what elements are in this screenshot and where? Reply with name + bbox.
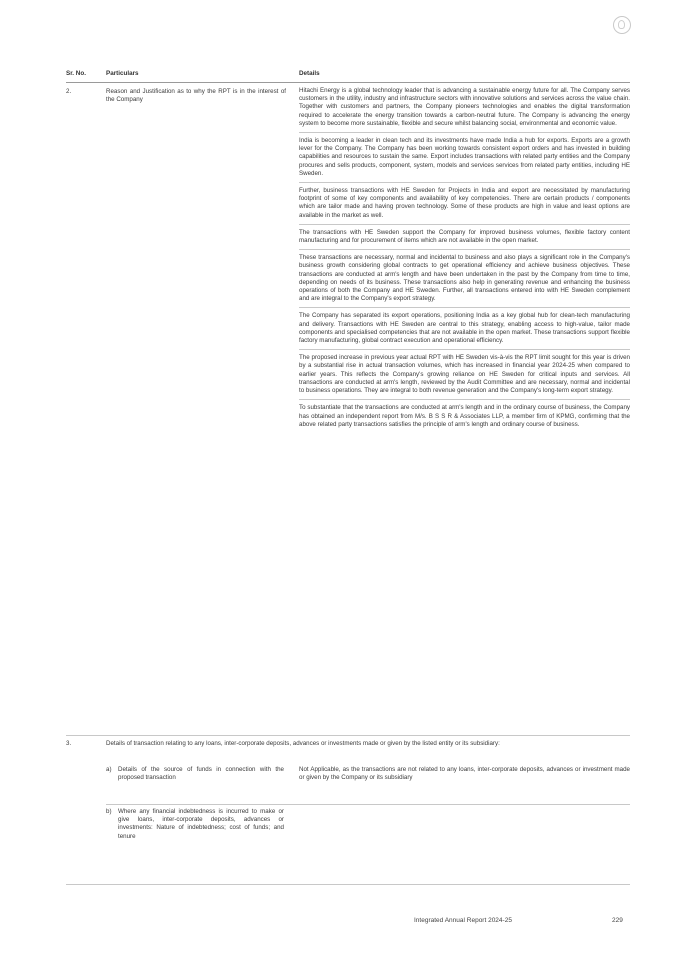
row-particulars: Reason and Justification as to why the RPT is in the interest of the Company bbox=[106, 88, 286, 104]
details-paragraph: Further, business transactions with HE Sweden for Projects in India and export are necessitated by manufacturing footprint of some of key components and availability of key competencies. There are certain products / components which are tailor made and having proven technology. Some of these products are high in value and least options are available in the market as well. bbox=[299, 186, 630, 225]
footer-title: Integrated Annual Report 2024-25 bbox=[414, 917, 512, 924]
row-details bbox=[299, 86, 630, 436]
row-divider bbox=[66, 735, 630, 736]
company-logo-icon bbox=[613, 16, 631, 34]
sub-item-text: Details of the source of funds in connection with the proposed transaction bbox=[118, 766, 284, 782]
header-particulars: Particulars bbox=[106, 70, 139, 77]
header-sr-no: Sr. No. bbox=[66, 70, 86, 77]
row-number: 3. bbox=[66, 740, 72, 747]
details-paragraph: Hitachi Energy is a global technology leader that is advancing a sustainable energy future for all. The Company serves customers in the utility, industry and infrastructure sectors with innovative solutions and services across the value chain. Together with customers and partners, the Company pioneers technologies and enables the digital transformation required to accelerate the energy transition towards a carbon-neutral future. The Company is advancing the energy system to become more sustainable, flexible and secure whilst balancing social, environmental and economic value. bbox=[299, 86, 630, 133]
sub-item-label: a) bbox=[106, 766, 112, 773]
details-paragraph: The Company has separated its export operations, positioning India as a key global hub for clean-tech manufacturing and delivery. Transactions with HE Sweden are central to this strategy, enabling access to high-value, tailor made components and specialised competencies that are not available in the open market. These transactions support flexible factory manufacturing, global contract execution and operational efficiency. bbox=[299, 311, 630, 350]
details-paragraph: These transactions are necessary, normal and incidental to business and also plays a significant role in the Company's business growth considering global contracts to get operational efficiency and achieve business objectives. These transactions are conducted at arm's length and have been undertaken in the past by the Company from time to time, depending on needs of its business. These transactions also help in generating revenue and enhancing the business operations of both the Company and HE Sweden. Further, all transactions entered into with HE Sweden complement and are integral to the Company's export strategy. bbox=[299, 253, 630, 308]
row-intro: Details of transaction relating to any loans, inter-corporate deposits, advances or investments made or given by the listed entity or its subsidiary: bbox=[106, 740, 500, 747]
sub-item-text: Where any financial indebtedness is incurred to make or give loans, inter-corporate deposits, advances or investments: Nature of indebtedness; cost of funds; and tenure bbox=[118, 808, 284, 840]
sub-item-answer: Not Applicable, as the transactions are not related to any loans, inter-corporate deposits, advances or investment made or given by the Company or its subsidiary bbox=[299, 766, 630, 782]
details-paragraph: To substantiate that the transactions are conducted at arm's length and in the ordinary course of business, the Company has obtained an independent report from M/s. B S S R & Associates LLP, a member firm of KPMG, confirming that the above related party transactions satisfies the principle of arm's length and ordinary course of business. bbox=[299, 404, 630, 428]
row-number: 2. bbox=[66, 88, 72, 95]
page-number: 229 bbox=[612, 917, 623, 924]
header-details: Details bbox=[299, 70, 320, 77]
details-paragraph: India is becoming a leader in clean tech and its investments have made India a hub for exports. Exports are a growth lever for the Company. The Company has been working towards consistent export orders and has invested in building capabilities and resources to sustain the same. Export includes transactions with related party entities and the Company procures and sells products, component, system, models and services services from related party entities, including HE Sweden. bbox=[299, 136, 630, 183]
details-paragraph: The proposed increase in previous year actual RPT with HE Sweden vis-à-vis the RPT limit sought for this year is driven by a substantial rise in actual transaction volumes, which has increased in financial year 2024-25 when compared to earlier years. This reflects the Company's growing reliance on HE Sweden for critical inputs and services. All transactions are conducted at arm's length, reviewed by the Audit Committee and are necessary, normal and incidental to business operations. They are integral to both revenue generation and the Company's long-term export strategy. bbox=[299, 353, 630, 400]
details-paragraph: The transactions with HE Sweden support the Company for improved business volumes, flexible factory content manufacturing and for procurement of items which are not available in the open market. bbox=[299, 228, 630, 250]
sub-item-label: b) bbox=[106, 808, 112, 815]
row-divider bbox=[106, 804, 630, 805]
table-bottom-border bbox=[66, 884, 630, 885]
table-header bbox=[66, 68, 630, 83]
